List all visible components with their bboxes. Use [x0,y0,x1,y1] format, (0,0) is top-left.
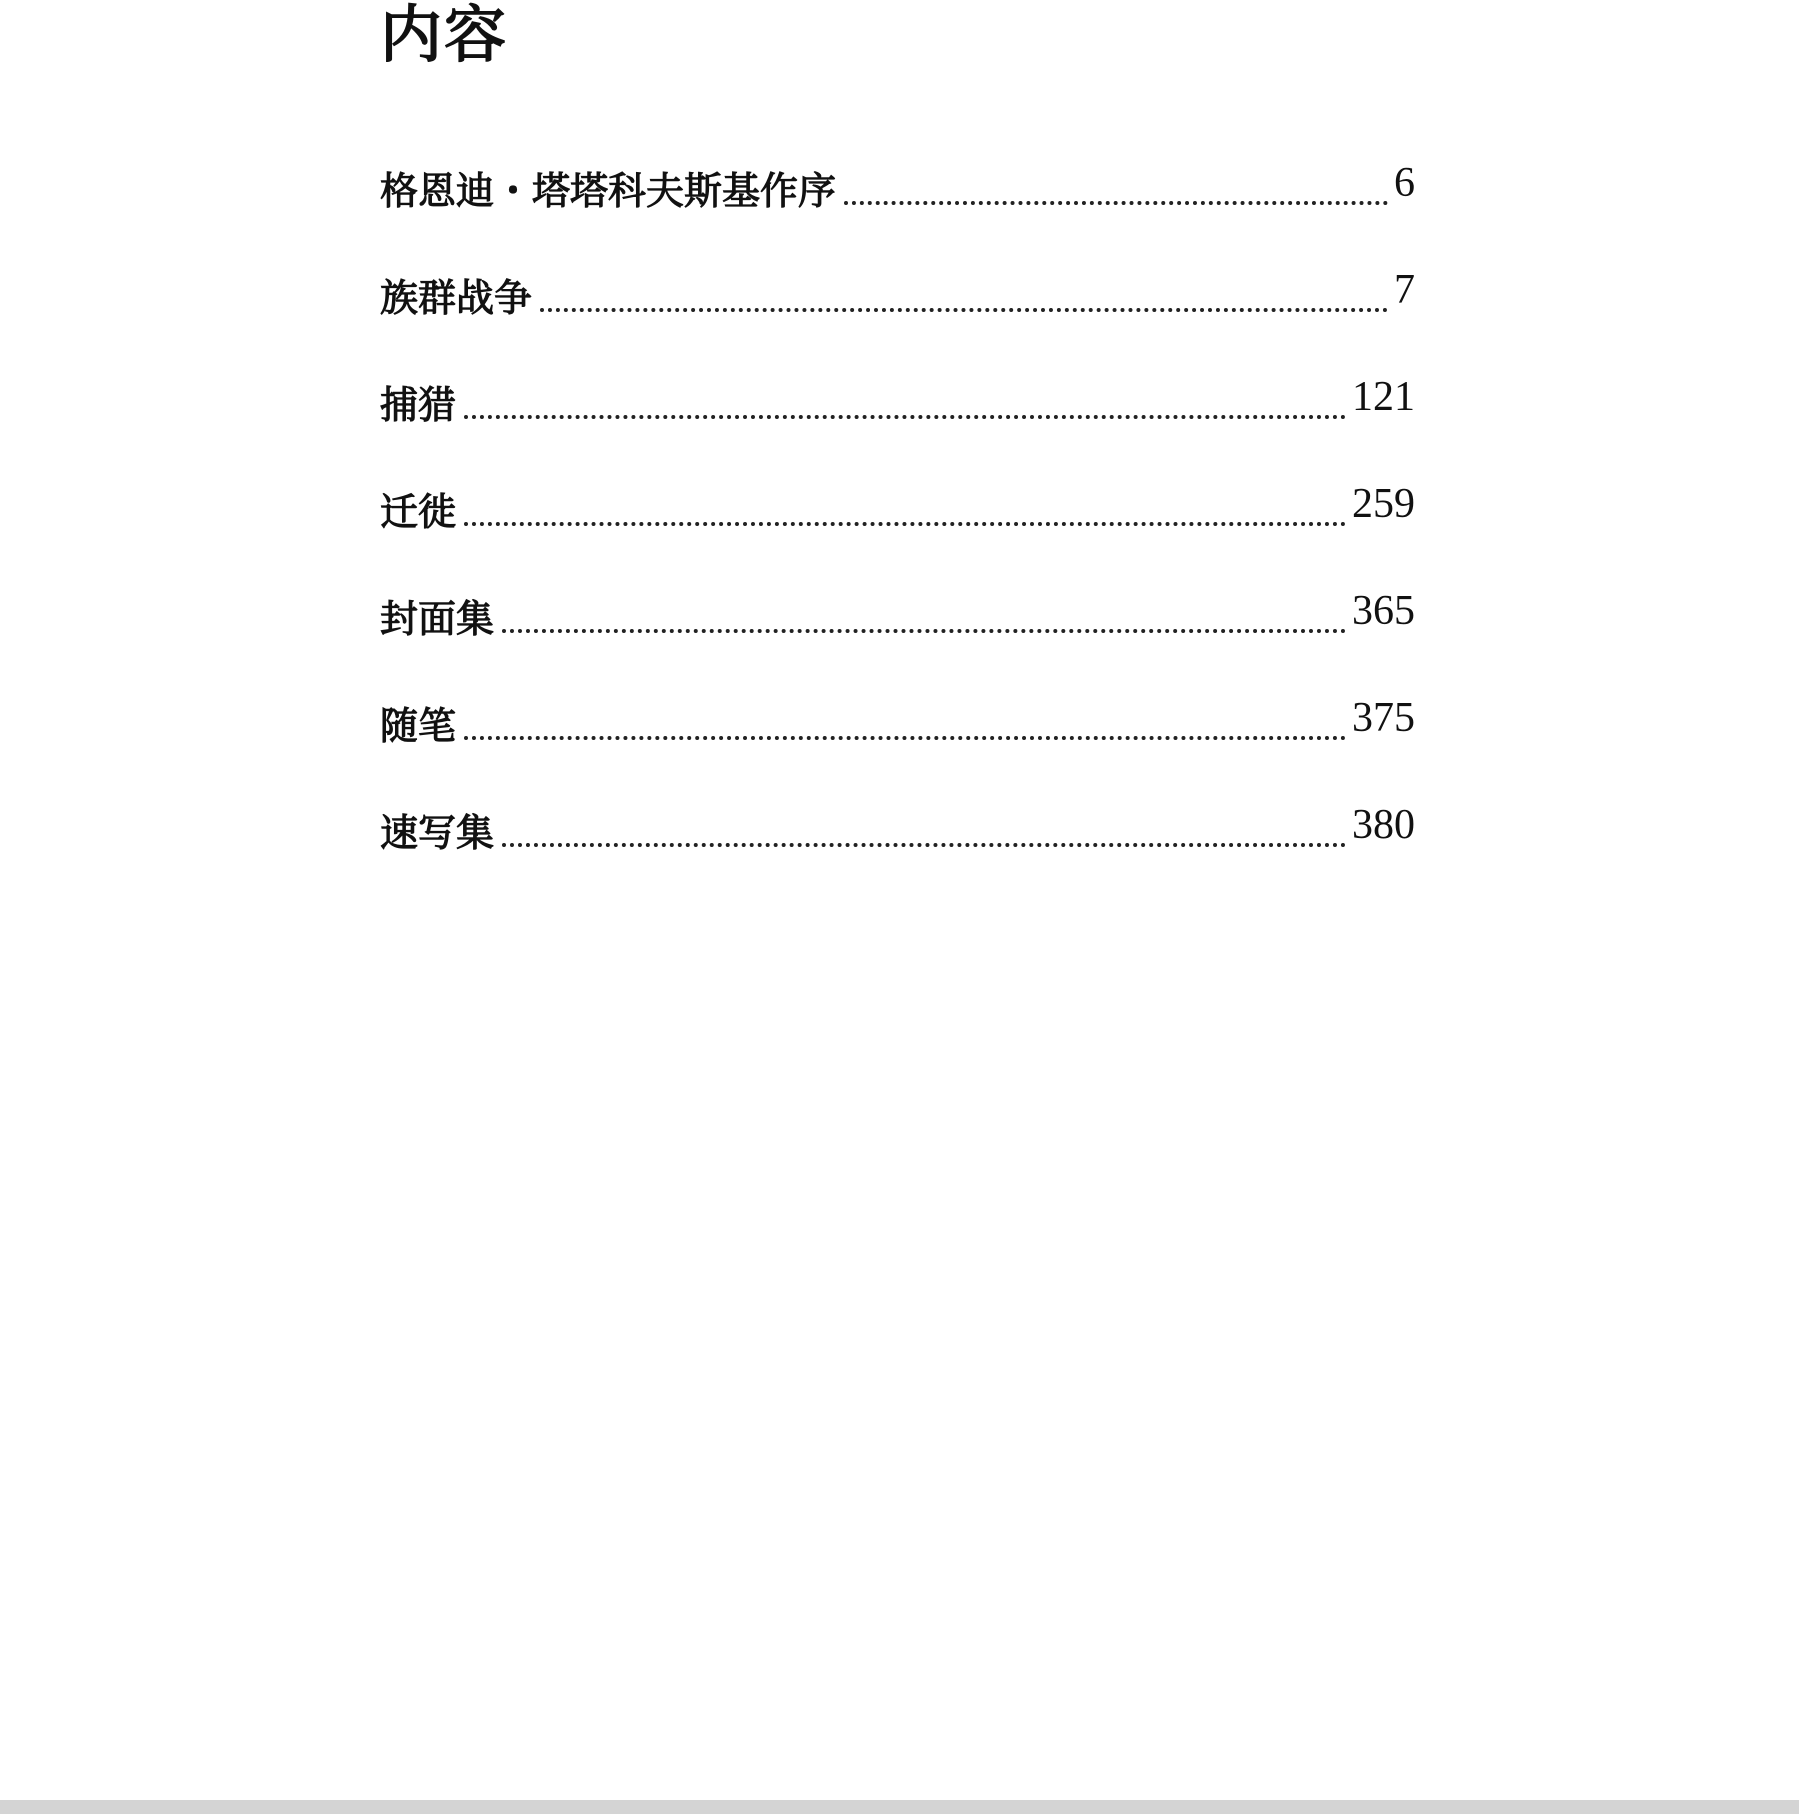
toc-entry-tribal-war[interactable] [380,217,1415,324]
toc-entry-page-number: 121 [1352,374,1415,420]
toc-entry-covers[interactable] [380,538,1415,645]
toc-entry-page-number: 375 [1352,695,1415,741]
toc-entry-title: 速写集 [380,811,495,855]
toc-entry-essays[interactable] [380,645,1415,752]
toc-entry-page-number: 365 [1352,588,1415,634]
toc-entry-page-number: 380 [1352,802,1415,848]
toc-entry-migration[interactable] [380,431,1415,538]
dot-leader [540,308,1388,312]
toc-entry-title: 捕猎 [380,383,457,427]
toc-entry-page-number: 6 [1394,160,1415,206]
toc-entry-title: 格恩迪・塔塔科夫斯基作序 [380,169,837,213]
dot-leader [464,415,1346,419]
toc-entry-title: 随笔 [380,704,457,748]
page-bottom-edge [0,1800,1799,1814]
toc-entry-title: 族群战争 [380,276,533,320]
toc-list [380,110,1415,859]
dot-leader [844,201,1388,205]
toc-entry-page-number: 7 [1394,267,1415,313]
toc-entry-foreword[interactable] [380,110,1415,217]
dot-leader [464,522,1346,526]
table-of-contents [380,0,1415,855]
toc-entry-title: 封面集 [380,597,495,641]
toc-entry-title: 迁徙 [380,490,457,534]
dot-leader [502,843,1346,847]
toc-entry-page-number: 259 [1352,481,1415,527]
toc-entry-sketches[interactable] [380,752,1415,859]
dot-leader [464,736,1346,740]
toc-heading: 内容 [380,0,509,71]
toc-entry-hunt[interactable] [380,324,1415,431]
dot-leader [502,629,1346,633]
